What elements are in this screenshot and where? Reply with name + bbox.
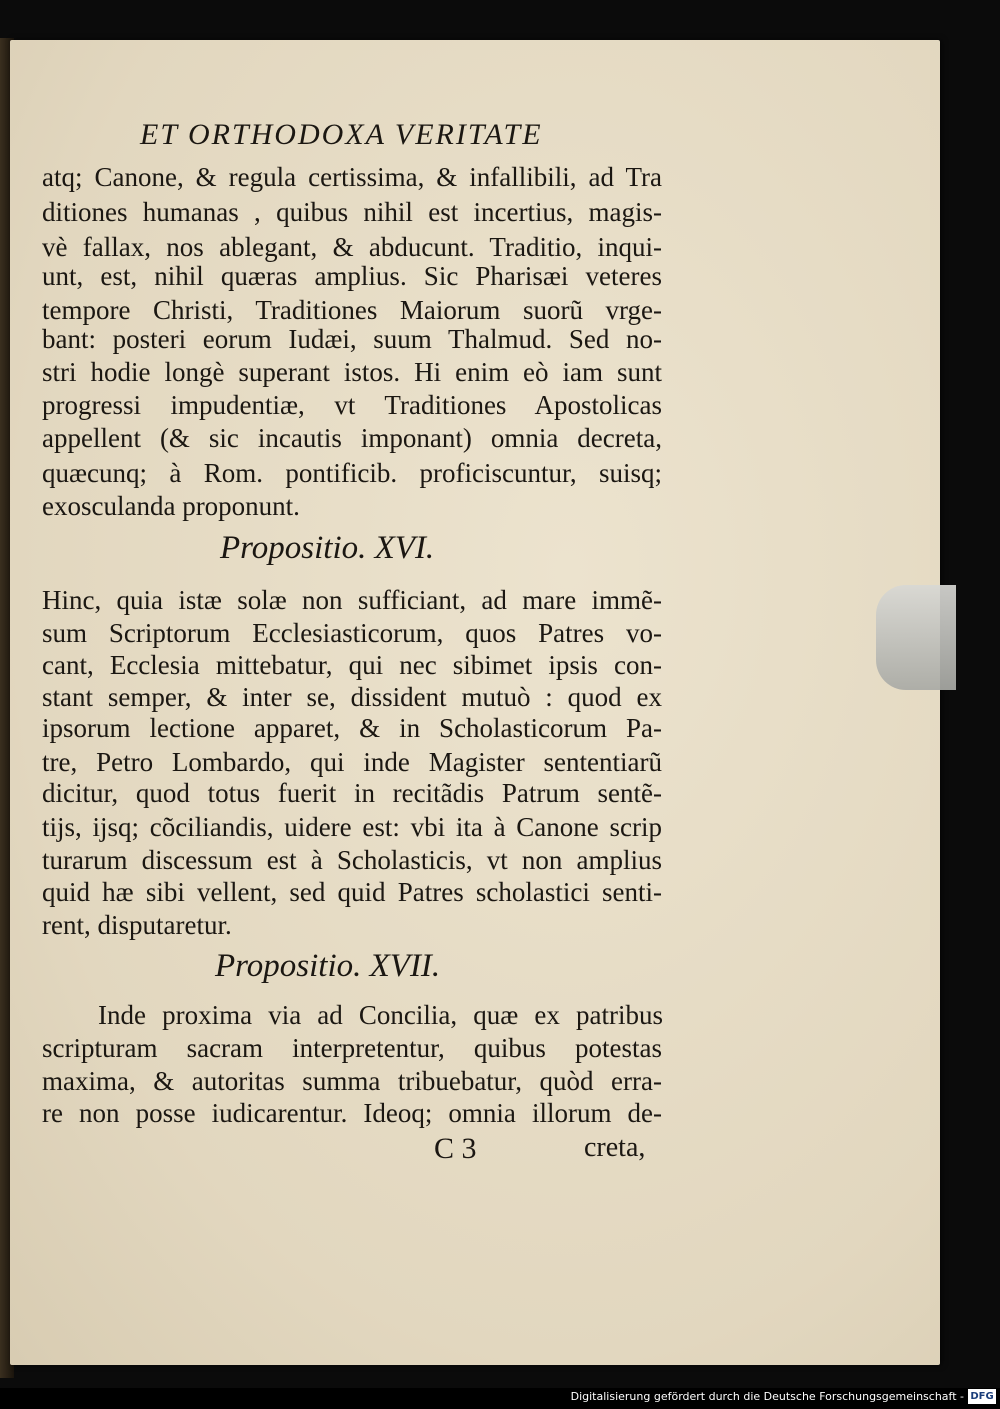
text-line: progressi impudentiæ, vt Traditiones Apostolicas — [42, 390, 662, 420]
text-line: Inde proxima via ad Concilia, quæ ex patribus — [98, 1000, 663, 1030]
text-line: turarum discessum est à Scholasticis, vt non amplius — [42, 845, 662, 875]
text-line: re non posse iudicarentur. Ideoq; omnia illorum de- — [42, 1098, 662, 1128]
text-line: stant semper, & inter se, dissident mutuò : quod ex — [42, 682, 662, 712]
text-line: quid hæ sibi vellent, sed quid Patres scholastici senti- — [42, 877, 662, 907]
text-line: maxima, & autoritas summa tribuebatur, quòd erra- — [42, 1066, 662, 1096]
text-line: unt, est, nihil quæras amplius. Sic Pharisæi veteres — [42, 261, 662, 291]
signature-mark: C 3 — [434, 1132, 477, 1165]
section-heading: Propositio. XVII. — [215, 948, 441, 984]
catchword: creta, — [584, 1132, 646, 1163]
text-line: tre, Petro Lombardo, qui inde Magister sententiarũ — [42, 747, 662, 777]
dfg-logo: DFG — [968, 1389, 996, 1404]
footer-credit: Digitalisierung gefördert durch die Deutsche Forschungsgemeinschaft - — [570, 1390, 964, 1403]
text-line: ipsorum lectione apparet, & in Scholasticorum Pa- — [42, 713, 662, 743]
text-line: tijs, ijsq; cõciliandis, uidere est: vbi ita à Canone scrip — [42, 812, 662, 842]
section-heading: Propositio. XVI. — [220, 530, 435, 566]
text-line: scripturam sacram interpretentur, quibus potestas — [42, 1033, 662, 1063]
text-line: tempore Christi, Traditiones Maiorum suorũ vrge- — [42, 295, 662, 325]
text-line: ditiones humanas , quibus nihil est incertius, magis- — [42, 197, 662, 227]
text-line: exosculanda proponunt. — [42, 491, 300, 521]
page-holder-tab — [876, 585, 956, 690]
text-line: appellent (& sic incautis imponant) omnia decreta, — [42, 423, 662, 453]
text-line: sum Scriptorum Ecclesiasticorum, quos Patres vo- — [42, 618, 662, 648]
text-line: cant, Ecclesia mittebatur, qui nec sibimet ipsis con- — [42, 650, 662, 680]
text-line: bant: posteri eorum Iudæi, suum Thalmud. Sed no- — [42, 324, 662, 354]
text-line: stri hodie longè superant istos. Hi enim eò iam sunt — [42, 357, 662, 387]
text-line: atq; Canone, & regula certissima, & infallibili, ad Tra — [42, 162, 662, 192]
text-line: vè fallax, nos ablegant, & abducunt. Traditio, inqui- — [42, 232, 662, 262]
text-line: quæcunq; à Rom. pontificib. proficiscuntur, suisq; — [42, 458, 662, 488]
text-line: dicitur, quod totus fuerit in recitãdis Patrum sentẽ- — [42, 778, 662, 808]
running-head: ET ORTHODOXA VERITATE — [140, 118, 543, 151]
footer-bar — [0, 1388, 1000, 1409]
text-line: rent, disputaretur. — [42, 910, 232, 940]
text-line: Hinc, quia istæ solæ non sufficiant, ad mare immẽ- — [42, 585, 662, 615]
